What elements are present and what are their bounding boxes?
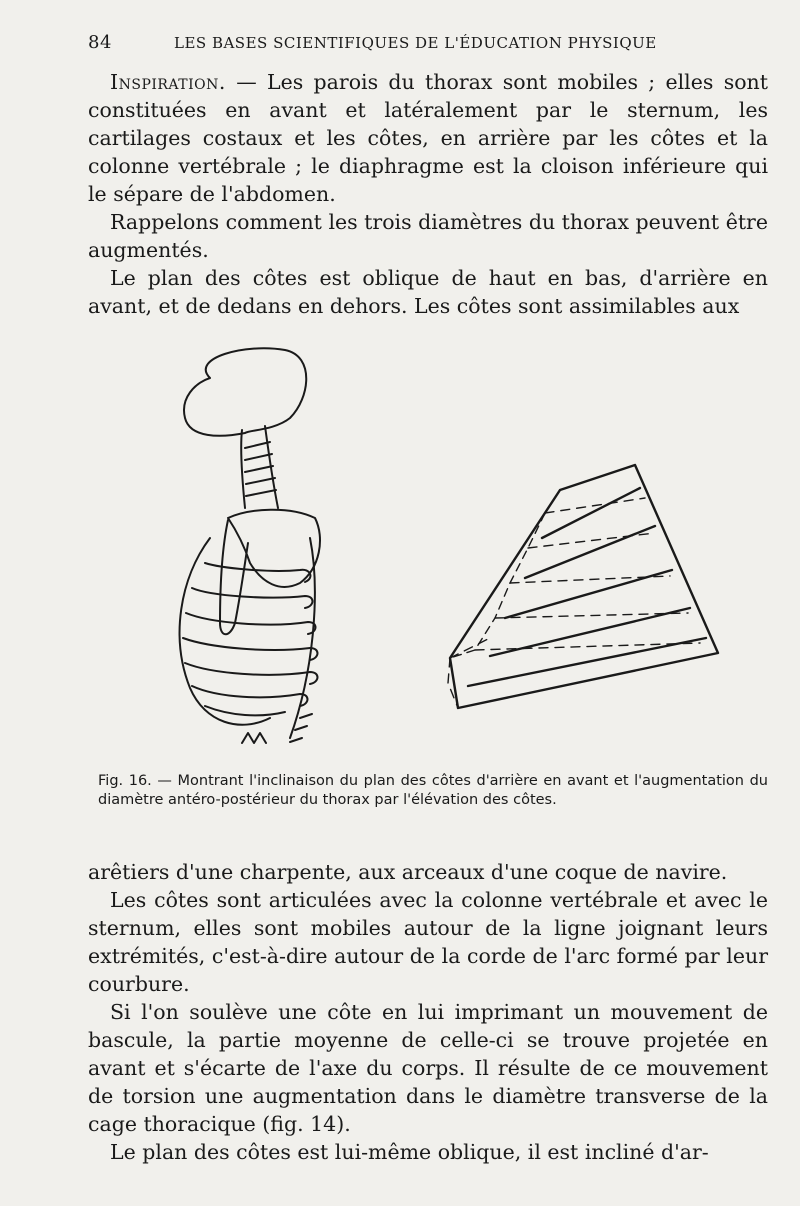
paragraph-continued: arêtiers d'une charpente, aux arceaux d'une coque de navire.	[88, 860, 728, 884]
figure-illustration	[150, 338, 780, 766]
text-block-top	[88, 68, 768, 320]
paragraph: Le plan des côtes est oblique de haut en bas, d'arrière en avant, et de dedans en dehors. Les côtes sont assimilables aux	[88, 266, 768, 318]
paragraph: Le plan des côtes est lui-même oblique, il est incliné d'ar-	[110, 1140, 709, 1164]
page-header	[88, 32, 768, 56]
paragraph: Les côtes sont articulées avec la colonne vertébrale et avec le sternum, elles sont mobiles autour de la ligne joignant leurs extrémités, c'est-à-dire autour de la corde de l'arc formé par leur courbure.	[88, 888, 768, 996]
text-block-bottom	[88, 858, 768, 1166]
page-number: 84	[88, 32, 112, 53]
paragraph: Rappelons comment les trois diamètres du thorax peuvent être augmentés.	[88, 210, 768, 262]
paragraph-lead: Inspiration.	[110, 70, 226, 94]
figure-16	[150, 338, 780, 766]
running-title: LES BASES SCIENTIFIQUES DE L'ÉDUCATION PHYSIQUE	[174, 34, 657, 52]
paragraph: Si l'on soulève une côte en lui imprimant un mouvement de bascule, la partie moyenne de celle-ci se trouve projetée en avant et s'écarte de l'axe du corps. Il résulte de ce mouvement de torsion une augmentation dans le diamètre transverse de la cage thoracique (fig. 14).	[88, 1000, 768, 1136]
paragraph-text: — Les parois du thorax sont mobiles ; elles sont constituées en avant et latéralement par le sternum, les cartilages costaux et les côtes, en arrière par les côtes et la colonne vertébrale ; le diaphragme est la cloison inférieure qui le sépare de l'abdomen.	[88, 70, 768, 206]
thorax-skeleton-drawing	[180, 348, 320, 743]
paragraph-inspiration	[88, 68, 768, 208]
rib-plane-diagram	[448, 465, 718, 708]
figure-caption: Fig. 16. — Montrant l'inclinaison du plan des côtes d'arrière en avant et l'augmentation du diamètre antéro-postérieur du thorax par l'élévation des côtes.	[98, 773, 768, 808]
